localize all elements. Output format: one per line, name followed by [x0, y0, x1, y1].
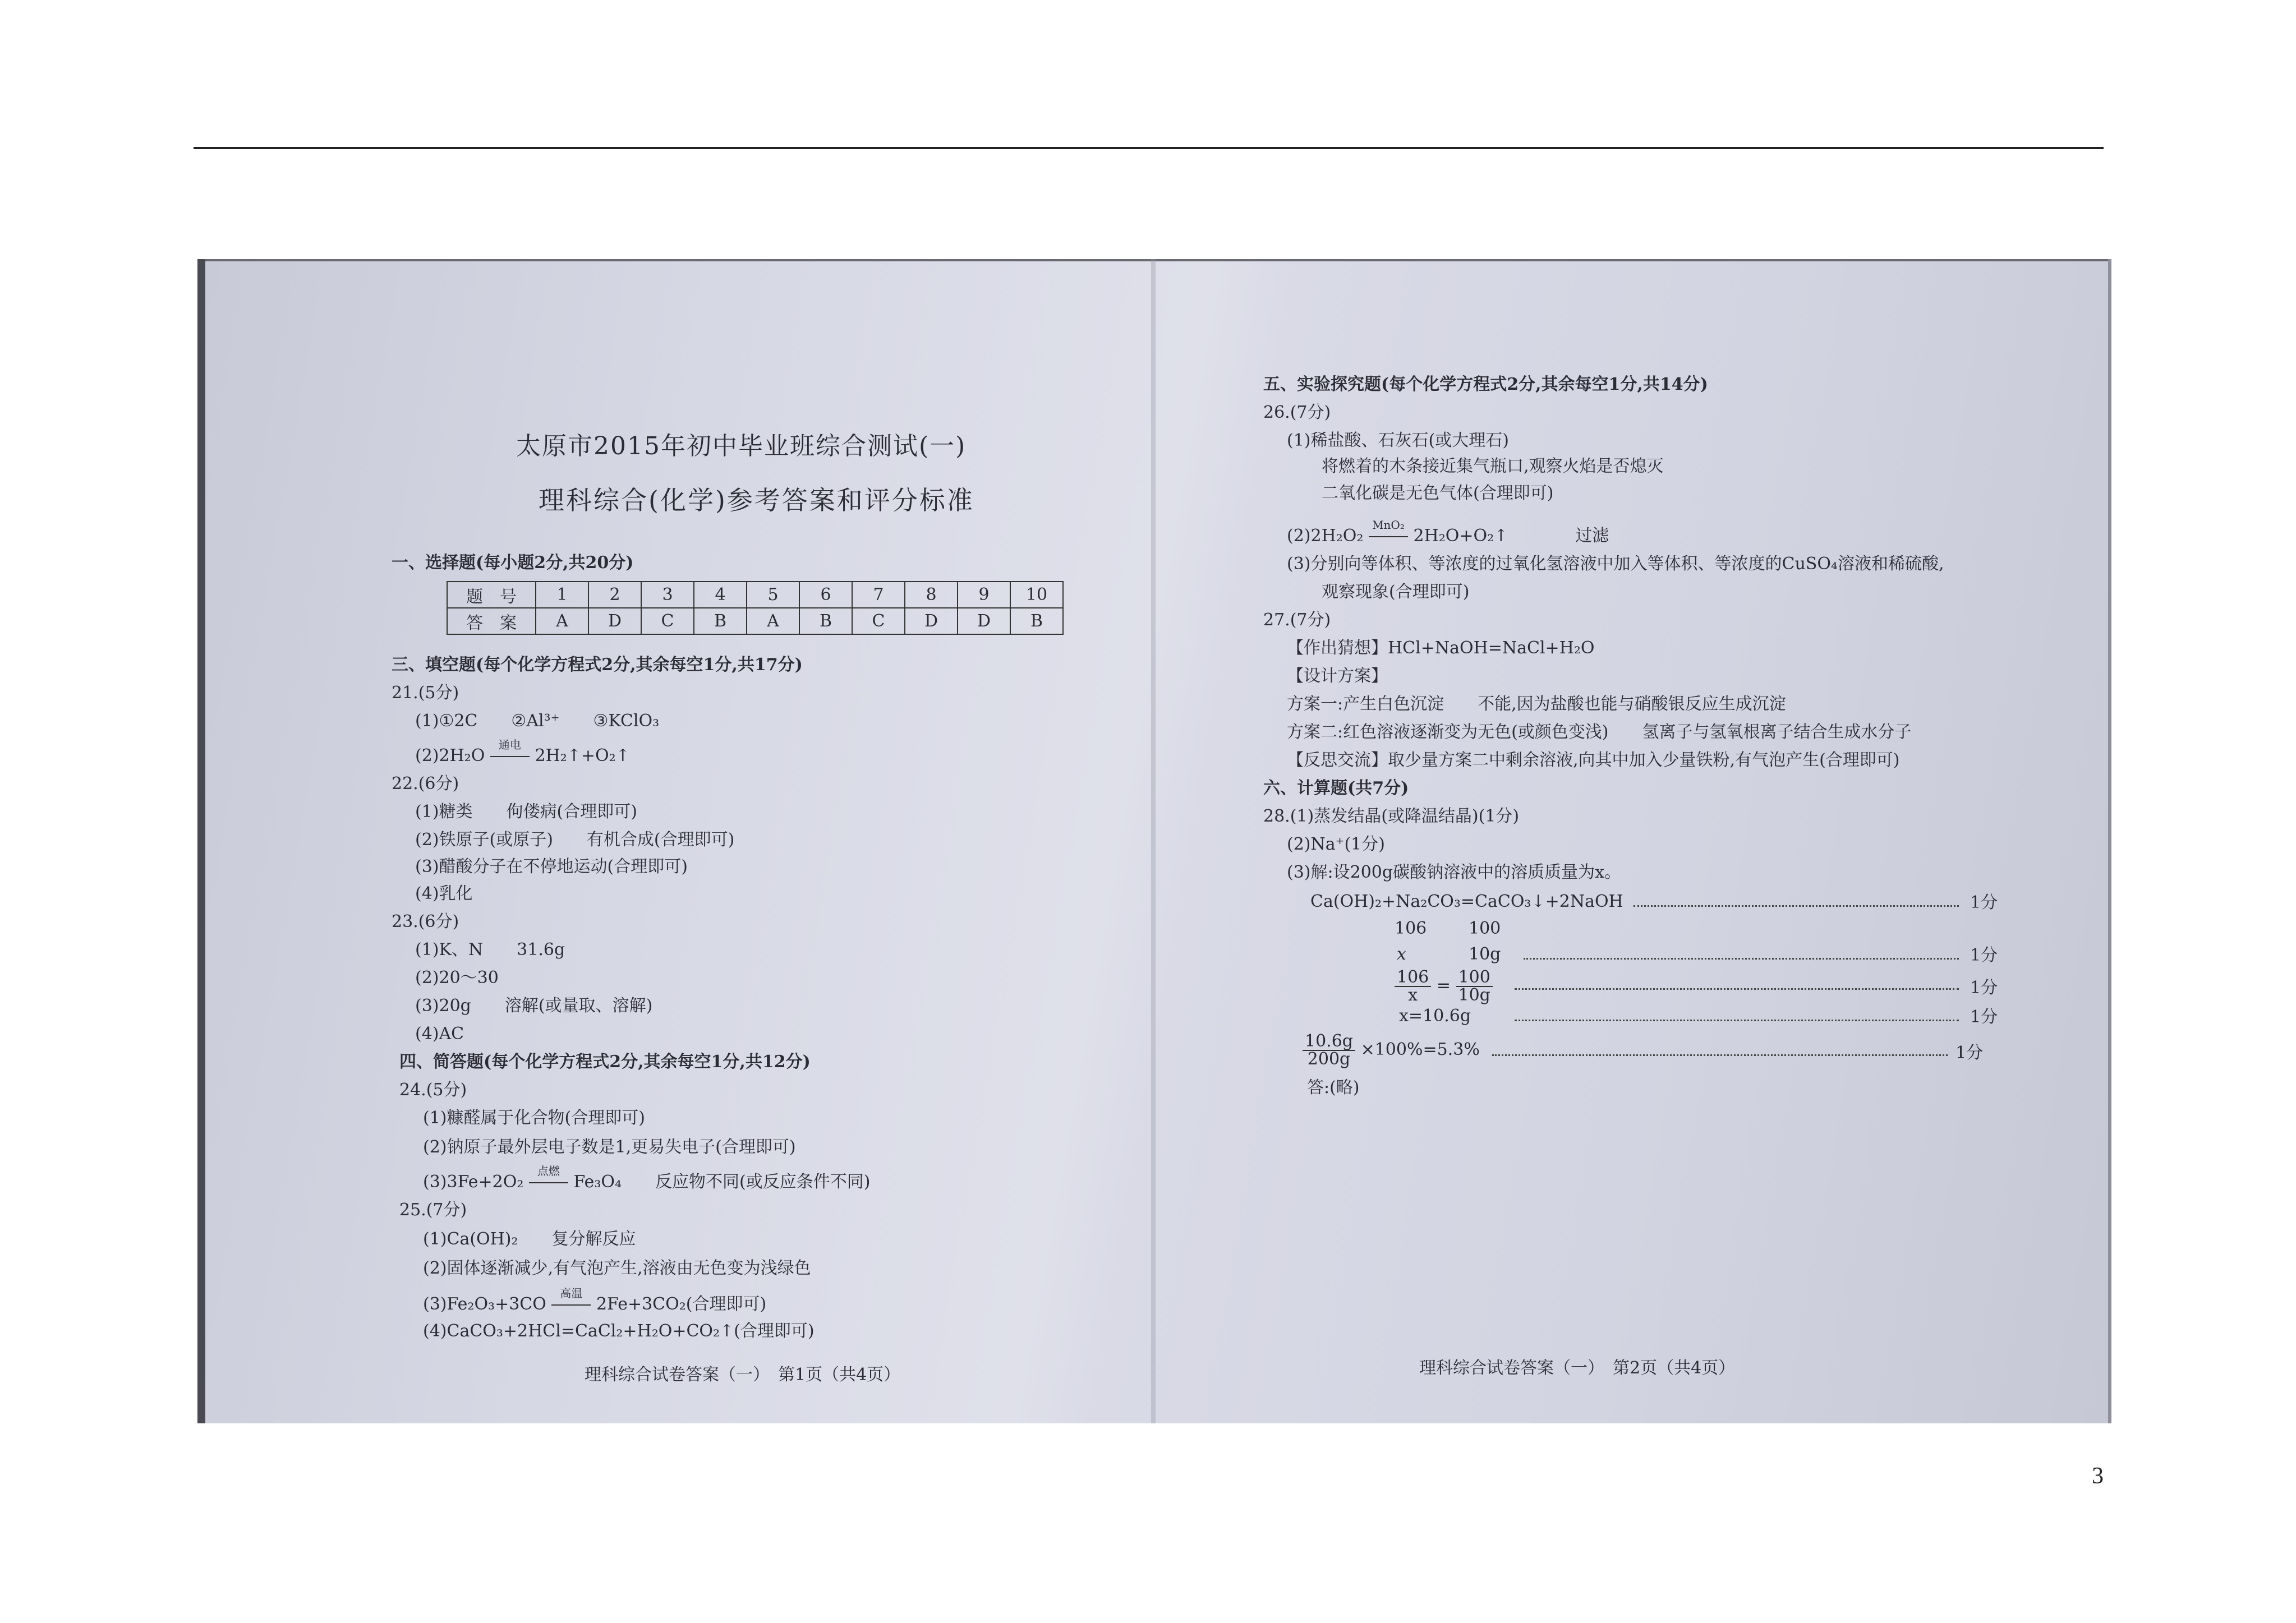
table-answer-label: 答 案 [447, 608, 536, 634]
percent-expression: ×100%=5.3% [1360, 1040, 1480, 1059]
q26-1a: (1)稀盐酸、石灰石(或大理石) [1287, 431, 1509, 450]
answer-table [447, 581, 1064, 635]
table-cell: A [536, 608, 588, 634]
fraction [1395, 969, 1431, 1004]
right-footer: 理科综合试卷答案（一） 第2页（共4页） [1419, 1358, 1736, 1378]
reaction-condition: MnO₂ [1372, 518, 1405, 532]
final-answer: 答:(略) [1307, 1078, 1360, 1098]
calc-result: x=10.6g [1399, 1006, 1471, 1026]
calc-100: 100 [1469, 919, 1501, 938]
q25: 25.(7分) [399, 1200, 467, 1220]
table-cell: 4 [694, 582, 747, 608]
calc-10g: 10g [1469, 944, 1501, 964]
q23-3: (3)20g 溶解(或量取、溶解) [415, 996, 653, 1016]
page-number: 3 [2092, 1463, 2104, 1489]
q26-2-product: 2H₂O+O₂↑ 过滤 [1413, 526, 1609, 546]
q24-3-reactant: (3)3Fe+2O₂ [423, 1172, 524, 1192]
table-cell: 8 [905, 582, 958, 608]
section-fill: 三、填空题(每个化学方程式2分,其余每空1分,共17分) [392, 655, 803, 675]
score-2: 1分 [1970, 946, 1998, 965]
page-fold [1151, 259, 1156, 1423]
section-experiment: 五、实验探究题(每个化学方程式2分,其余每空1分,共14分) [1263, 375, 1708, 394]
left-page [197, 259, 1151, 1423]
q21-2-reactant: (2)2H₂O [415, 746, 485, 766]
table-cell: 1 [536, 582, 588, 608]
reaction-condition: 高温 [560, 1287, 583, 1300]
fraction-denominator: 200g [1307, 1049, 1351, 1069]
calc-percentage [1303, 1033, 1480, 1068]
q26-3b: 观察现象(合理即可) [1322, 582, 1470, 602]
dot-leader [1524, 958, 1959, 960]
dot-leader [1515, 1020, 1959, 1021]
table-cell: 2 [588, 582, 641, 608]
q28-1: 28.(1)蒸发结晶(或降温结晶)(1分) [1263, 806, 1520, 826]
table-cell: D [588, 608, 641, 634]
section-calc: 六、计算题(共7分) [1263, 778, 1409, 798]
table-cell: D [958, 608, 1010, 634]
q28-3: (3)解:设200g碳酸钠溶液中的溶质质量为x。 [1287, 863, 1621, 882]
q22-4: (4)乳化 [415, 884, 473, 903]
equals-sign: = [1436, 976, 1451, 995]
table-cell: B [694, 608, 747, 634]
fraction-numerator: 106 [1395, 969, 1431, 987]
fraction-numerator: 100 [1456, 969, 1493, 987]
reaction-arrow [1369, 518, 1408, 546]
table-cell: C [852, 608, 905, 634]
q28-2: (2)Na⁺(1分) [1287, 834, 1385, 854]
q22-2: (2)铁原子(或原子) 有机合成(合理即可) [415, 830, 735, 850]
table-cell: 9 [958, 582, 1010, 608]
table-cell: 10 [1010, 582, 1063, 608]
q21-1: (1)①2C ②Al³⁺ ③KClO₃ [415, 711, 660, 731]
q22: 22.(6分) [392, 774, 459, 794]
reaction-arrow [551, 1287, 591, 1315]
q24: 24.(5分) [399, 1080, 467, 1100]
q25-4: (4)CaCO₃+2HCl=CaCl₂+H₂O+CO₂↑(合理即可) [423, 1321, 815, 1341]
table-header-label: 题 号 [447, 582, 536, 608]
reaction-arrow [490, 738, 530, 766]
fraction-denominator: x [1408, 985, 1418, 1005]
table-cell: B [799, 608, 852, 634]
q26-1c: 二氧化碳是无色气体(合理即可) [1322, 483, 1554, 503]
q22-1: (1)糖类 佝偻病(合理即可) [415, 802, 637, 822]
calc-proportion [1395, 969, 1493, 1004]
q25-2: (2)固体逐渐减少,有气泡产生,溶液由无色变为浅绿色 [423, 1258, 811, 1278]
calc-equation: Ca(OH)₂+Na₂CO₃=CaCO₃↓+2NaOH [1310, 892, 1623, 911]
q27-3: 方案一:产生白色沉淀 不能,因为盐酸也能与硝酸银反应生成沉淀 [1287, 694, 1786, 714]
left-footer: 理科综合试卷答案（一） 第1页（共4页） [585, 1365, 901, 1385]
q27: 27.(7分) [1263, 610, 1331, 630]
top-rule [194, 147, 2104, 149]
q24-3 [423, 1164, 871, 1192]
q27-1: 【作出猜想】HCl+NaOH=NaCl+H₂O [1287, 638, 1595, 658]
table-cell: A [747, 608, 799, 634]
table-row [447, 608, 1063, 634]
q21: 21.(5分) [392, 683, 459, 703]
dot-leader [1492, 1054, 1948, 1056]
q21-2-product: 2H₂↑+O₂↑ [535, 746, 630, 766]
table-cell: B [1010, 608, 1063, 634]
q25-1: (1)Ca(OH)₂ 复分解反应 [423, 1229, 636, 1249]
q26-2-reactant: (2)2H₂O₂ [1287, 526, 1364, 546]
q24-3-product: Fe₃O₄ 反应物不同(或反应条件不同) [573, 1172, 871, 1192]
exam-title: 太原市2015年初中毕业班综合测试(一) [516, 432, 967, 460]
reaction-arrow [529, 1164, 568, 1192]
q23-2: (2)20～30 [415, 968, 499, 988]
q25-3-reactant: (3)Fe₂O₃+3CO [423, 1294, 546, 1314]
table-cell: 5 [747, 582, 799, 608]
score-3: 1分 [1970, 978, 1998, 998]
table-row [447, 582, 1063, 608]
score-1: 1分 [1970, 893, 1998, 912]
q24-2: (2)钠原子最外层电子数是1,更易失电子(合理即可) [423, 1137, 796, 1157]
fraction [1303, 1033, 1355, 1068]
q25-3 [423, 1287, 767, 1315]
q22-3: (3)醋酸分子在不停地运动(合理即可) [415, 857, 688, 877]
right-page [1156, 259, 2111, 1423]
section-choice: 一、选择题(每小题2分,共20分) [392, 553, 634, 573]
score-4: 1分 [1970, 1007, 1998, 1027]
dot-leader [1634, 905, 1959, 907]
table-cell: C [641, 608, 694, 634]
q23-1: (1)K、N 31.6g [415, 940, 565, 960]
q23-4: (4)AC [415, 1024, 464, 1044]
score-5: 1分 [1955, 1043, 1984, 1063]
calc-106: 106 [1395, 919, 1427, 938]
q26-1b: 将燃着的木条接近集气瓶口,观察火焰是否熄灭 [1322, 457, 1664, 476]
q27-4: 方案二:红色溶液逐渐变为无色(或颜色变浅) 氢离子与氢氧根离子结合生成水分子 [1287, 722, 1912, 742]
fraction [1456, 969, 1493, 1004]
exam-subtitle: 理科综合(化学)参考答案和评分标准 [539, 485, 974, 515]
q27-5: 【反思交流】取少量方案二中剩余溶液,向其中加入少量铁粉,有气泡产生(合理即可) [1287, 750, 1900, 770]
q24-1: (1)糠醛属于化合物(合理即可) [423, 1108, 645, 1128]
q26: 26.(7分) [1263, 403, 1331, 422]
table-cell: 7 [852, 582, 905, 608]
dot-leader [1515, 988, 1959, 990]
calc-x: x [1397, 944, 1406, 964]
q27-2: 【设计方案】 [1287, 666, 1388, 686]
fraction-denominator: 10g [1458, 985, 1490, 1005]
table-cell: 6 [799, 582, 852, 608]
q26-2 [1287, 518, 1609, 546]
q21-2 [415, 738, 630, 766]
table-cell: 3 [641, 582, 694, 608]
q23: 23.(6分) [392, 912, 459, 932]
reaction-condition: 点燃 [537, 1164, 560, 1178]
reaction-condition: 通电 [498, 738, 521, 751]
answer-sheet-photo [197, 259, 2111, 1423]
fraction-numerator: 10.6g [1303, 1033, 1355, 1051]
section-short: 四、简答题(每个化学方程式2分,其余每空1分,共12分) [399, 1052, 811, 1072]
q26-3a: (3)分别向等体积、等浓度的过氧化氢溶液中加入等体积、等浓度的CuSO₄溶液和稀硫酸, [1287, 554, 1944, 574]
q25-3-product: 2Fe+3CO₂(合理即可) [596, 1294, 767, 1314]
table-cell: D [905, 608, 958, 634]
